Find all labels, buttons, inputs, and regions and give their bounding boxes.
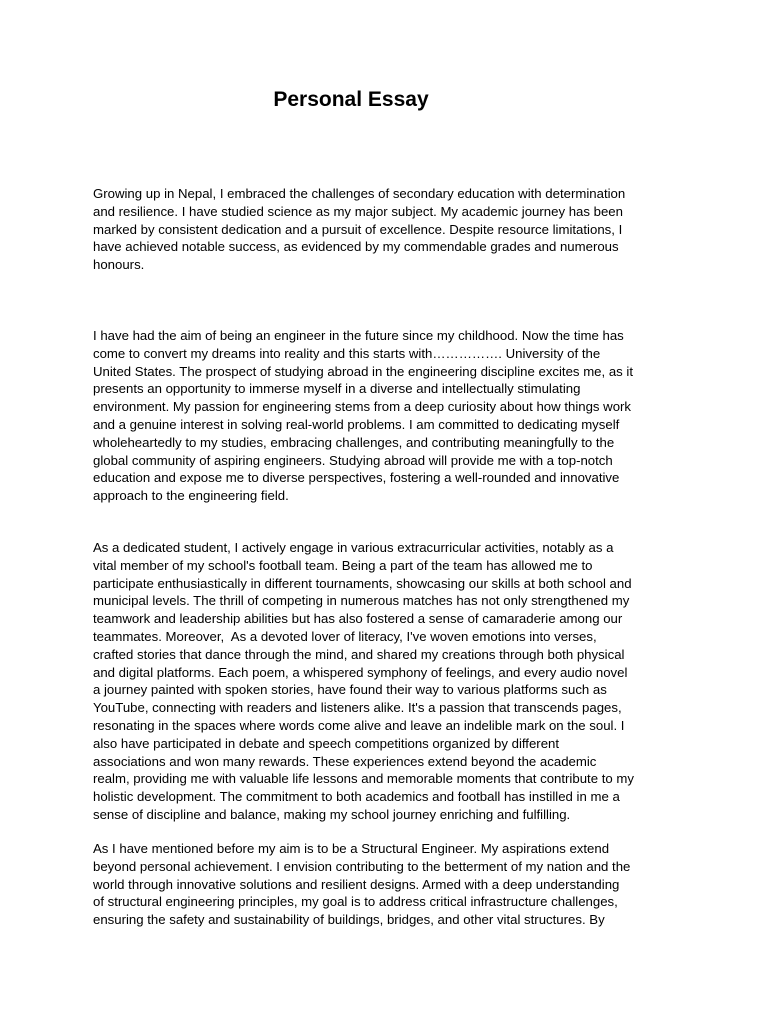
text-line: wholeheartedly to my studies, embracing challenges, and contributing meaningfully to the xyxy=(93,434,615,450)
text-line: YouTube, connecting with readers and listeners alike. It's a passion that transcends pages, xyxy=(93,700,622,716)
text-line: and a genuine interest in solving real-world problems. I am committed to dedicating myself xyxy=(93,416,620,432)
text-line: sense of discipline and balance, making my school journey enriching and fulfilling. xyxy=(93,806,571,822)
text-line: Growing up in Nepal, I embraced the challenges of secondary education with determination xyxy=(93,186,626,201)
text-line: and resilience. I have studied science as my major subject. My academic journey has been xyxy=(93,203,623,219)
text-line: approach to the engineering field. xyxy=(93,488,289,504)
text-line: and digital platforms. Each poem, a whispered symphony of feelings, and every audio novel xyxy=(93,664,628,680)
text-line: a journey painted with spoken stories, have found their way to various platforms such as xyxy=(93,682,607,698)
text-line: As a dedicated student, I actively engage in various extracurricular activities, notably as a xyxy=(93,540,614,555)
text-line: world through innovative solutions and resilient designs. Armed with a deep understanding xyxy=(93,876,620,892)
text-line: I have had the aim of being an engineer in the future since my childhood. Now the time has xyxy=(93,328,624,343)
text-line: ensuring the safety and sustainability of buildings, bridges, and other vital structures. By xyxy=(93,912,605,928)
text-line: resonating in the spaces where words come alive and leave an indelible mark on the soul. I xyxy=(93,717,625,733)
paragraph-engineering-aim xyxy=(93,327,675,505)
text-line: realm, providing me with valuable life lessons and memorable moments that contribute to my xyxy=(93,771,634,787)
text-line: vital member of my school's football team. Being a part of the team has allowed me to xyxy=(93,557,593,573)
text-line: global community of aspiring engineers. Studying abroad will provide me with a top-notch xyxy=(93,452,613,468)
text-line: education and expose me to diverse perspectives, fostering a well-rounded and innovative xyxy=(93,470,620,486)
text-line: marked by consistent dedication and a pursuit of excellence. Despite resource limitations, I xyxy=(93,221,623,237)
text-line: also have participated in debate and speech competitions organized by different xyxy=(93,735,560,751)
text-line: As I have mentioned before my aim is to be a Structural Engineer. My aspirations extend xyxy=(93,841,610,856)
paragraph-upbringing xyxy=(93,185,675,274)
text-line: participate enthusiastically in different tournaments, showcasing our skills at both school and xyxy=(93,575,632,591)
text-line: presents an opportunity to immerse myself in a diverse and intellectually stimulating xyxy=(93,381,581,397)
paragraph-extracurricular xyxy=(93,539,675,824)
text-line: associations and won many rewards. These experiences extend beyond the academic xyxy=(93,753,597,769)
text-line: come to convert my dreams into reality and this starts with……………. University of the xyxy=(93,345,601,361)
document-title: Personal Essay xyxy=(273,88,429,111)
text-line: of structural engineering principles, my goal is to address critical infrastructure challenges, xyxy=(93,894,618,910)
text-line: have achieved notable success, as evidenced by my commendable grades and numerous xyxy=(93,239,619,255)
text-line: municipal levels. The thrill of competing in numerous matches has not only strengthened my xyxy=(93,593,630,609)
paragraph-aspirations xyxy=(93,840,675,929)
text-line: teamwork and leadership abilities but has also fostered a sense of camaraderie among our xyxy=(93,611,623,627)
text-line: teammates. Moreover, As a devoted lover of literacy, I've woven emotions into verses, xyxy=(93,628,597,644)
text-line: crafted stories that dance through the mind, and shared my creations through both physical xyxy=(93,646,625,662)
text-line: environment. My passion for engineering stems from a deep curiosity about how things work xyxy=(93,399,632,415)
text-line: beyond personal achievement. I envision contributing to the betterment of my nation and the xyxy=(93,858,631,874)
text-line: holistic development. The commitment to both academics and football has instilled in me a xyxy=(93,789,620,805)
text-line: honours. xyxy=(93,257,145,273)
text-line: United States. The prospect of studying abroad in the engineering discipline excites me, as it xyxy=(93,363,634,379)
